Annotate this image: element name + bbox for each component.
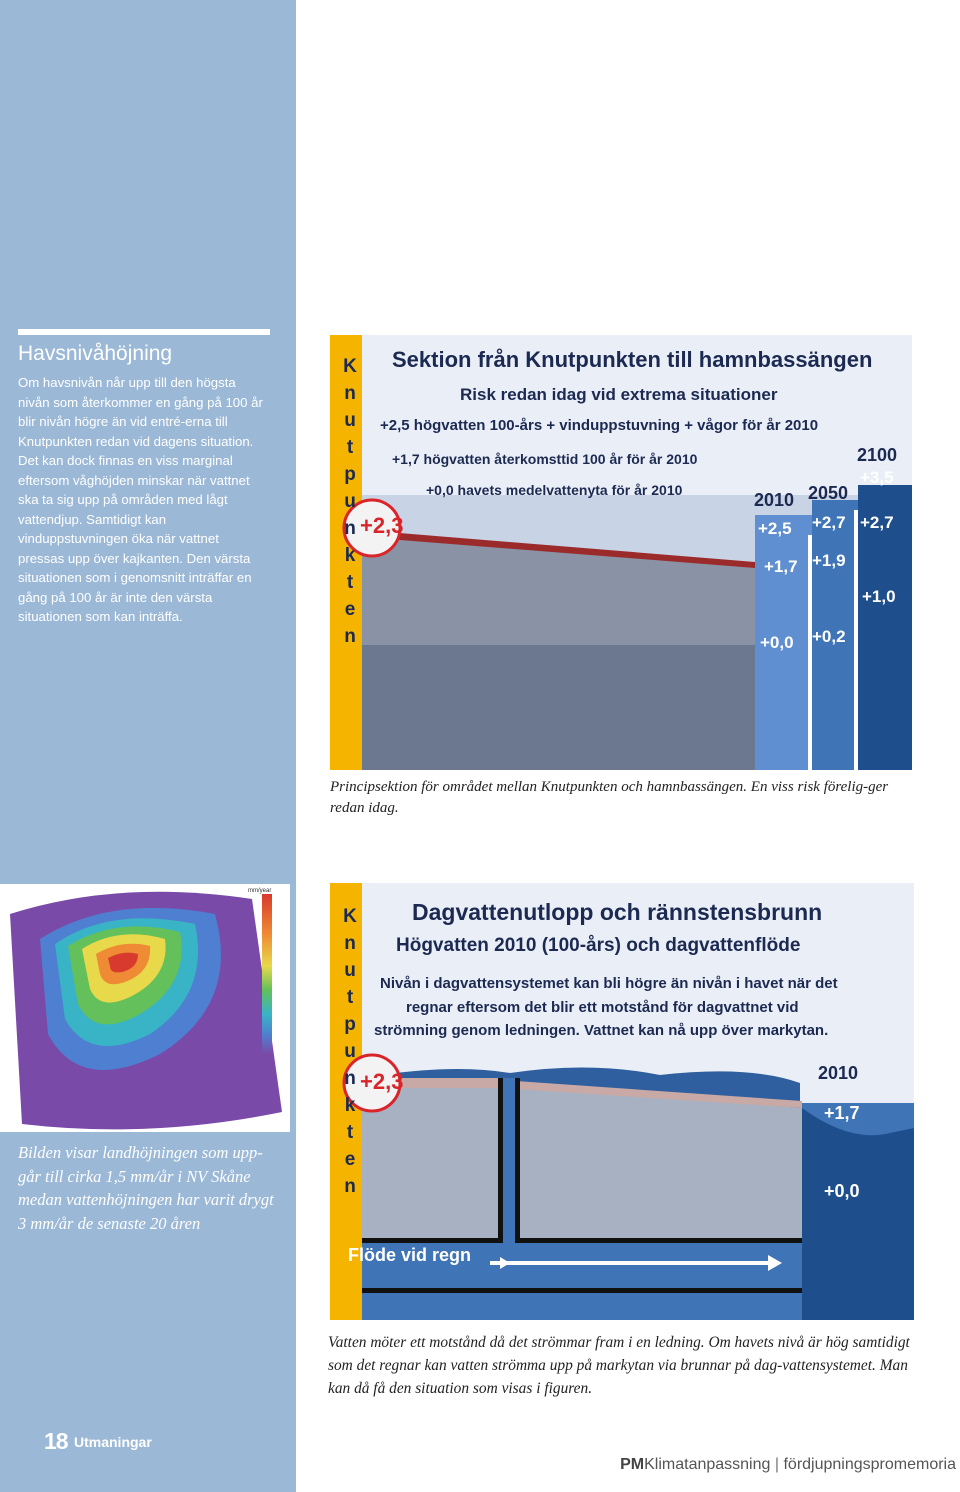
figure1-line3: +0,0 havets medelvattenyta för år 2010: [426, 482, 683, 498]
year-2010: 2010: [754, 490, 795, 510]
figure2-text2: regnar eftersom det blir ett motstånd för dagvattnet vid: [406, 999, 799, 1016]
map-caption: Bilden visar landhöjningen som upp-går till cirka 1,5 mm/år i NV Skåne medan vattenhöjningen har varit drygt 3 mm/år de senaste 20 åren: [18, 1143, 274, 1233]
figure1-title: Sektion från Knutpunkten till hamnbassängen: [392, 347, 873, 372]
level-2050-high: +2,7: [812, 513, 846, 532]
section-diagram-knutpunkten: [330, 335, 912, 770]
footer-brand: PM: [620, 1456, 645, 1473]
vertical-label-knutpunkten: K n u t p u n k t e n: [343, 356, 357, 647]
sidebar-rule: [18, 329, 270, 335]
footer-title: Klimatanpassning: [644, 1456, 771, 1473]
level-2010-high: +2,5: [758, 519, 792, 538]
figure2-text3: strömning genom ledningen. Vattnet kan nå upp över markytan.: [374, 1022, 829, 1039]
footer: [620, 1456, 956, 1474]
level-2050-zero: +0,2: [812, 627, 846, 646]
land-uplift-map: [0, 884, 290, 1132]
figure2-title: Dagvattenutlopp och rännstensbrunn: [412, 899, 823, 925]
level-2050-mid: +1,9: [812, 551, 846, 570]
figure2-text1: Nivån i dagvattensystemet kan bli högre än nivån i havet när det: [380, 975, 838, 992]
stormwater-diagram: [330, 883, 914, 1320]
vertical-label-knutpunkten-2: K n u t p u n k t e n: [343, 906, 357, 1197]
flow-label: Flöde vid regn: [348, 1245, 472, 1265]
figure2-marker: +2,3: [360, 1069, 404, 1094]
level-2100-mid: +2,7: [860, 513, 894, 532]
sidebar: [0, 0, 296, 1492]
section-body-text: Om havsnivån når upp till den högsta nivån som återkommer en gång på 100 år blir nivån högre än vid entré-erna till Knutpunkten redan vid dagens situation. Det kan dock finnas en viss marginal eftersom våghöjden minskar när vattnet ska ta sig upp på områden med lågt vattendjup. Samtidigt kan vinduppstuvningen öka när vattnet pressas upp över kajkanten. Den värsta situationen som i genomsnitt inträffar en gång på 100 år är inte den värsta situationen som kan inträffa.: [18, 375, 263, 624]
year-2050: 2050: [808, 483, 849, 503]
section-name: Utmaningar: [74, 1434, 152, 1450]
figure1-line1: +2,5 högvatten 100-års + vinduppstuvning + vågor för år 2010: [380, 417, 819, 434]
section-heading: Havsnivåhöjning: [18, 342, 173, 365]
figure2-year: 2010: [818, 1063, 859, 1083]
level-2010-mid: +1,7: [764, 557, 798, 576]
figure1-line2: +1,7 högvatten återkomsttid 100 år för år 2010: [392, 451, 698, 467]
figure2-subtitle: Högvatten 2010 (100-års) och dagvattenflöde: [396, 935, 801, 956]
level-2010-zero: +0,0: [760, 633, 794, 652]
figure1-subtitle: Risk redan idag vid extrema situationer: [460, 385, 778, 404]
page-number: 18: [44, 1428, 68, 1454]
figure1-caption: Principsektion för området mellan Knutpunkten och hamnbassängen. En viss risk förelig-ger redan idag.: [330, 779, 889, 816]
year-2100: 2100: [857, 445, 898, 465]
figure2-level-high: +1,7: [824, 1103, 860, 1123]
level-2100-high: +3,5: [860, 468, 894, 487]
footer-subtitle: fördjupningspromemoria: [783, 1456, 956, 1473]
figure2-caption: Vatten möter ett motstånd då det strömmar fram i en ledning. Om havets nivå är hög samtidigt som det regnar kan vatten strömma upp på markytan via brunnar på dag-vattensystemet. Man kan då få den situation som visas i figuren.: [328, 1334, 910, 1397]
figure2-level-zero: +0,0: [824, 1181, 860, 1201]
level-2100-low: +1,0: [862, 587, 896, 606]
map-legend-unit: mm/year: [248, 888, 272, 894]
footer-separator: |: [774, 1456, 780, 1473]
figure1-marker: +2,3: [360, 513, 404, 538]
